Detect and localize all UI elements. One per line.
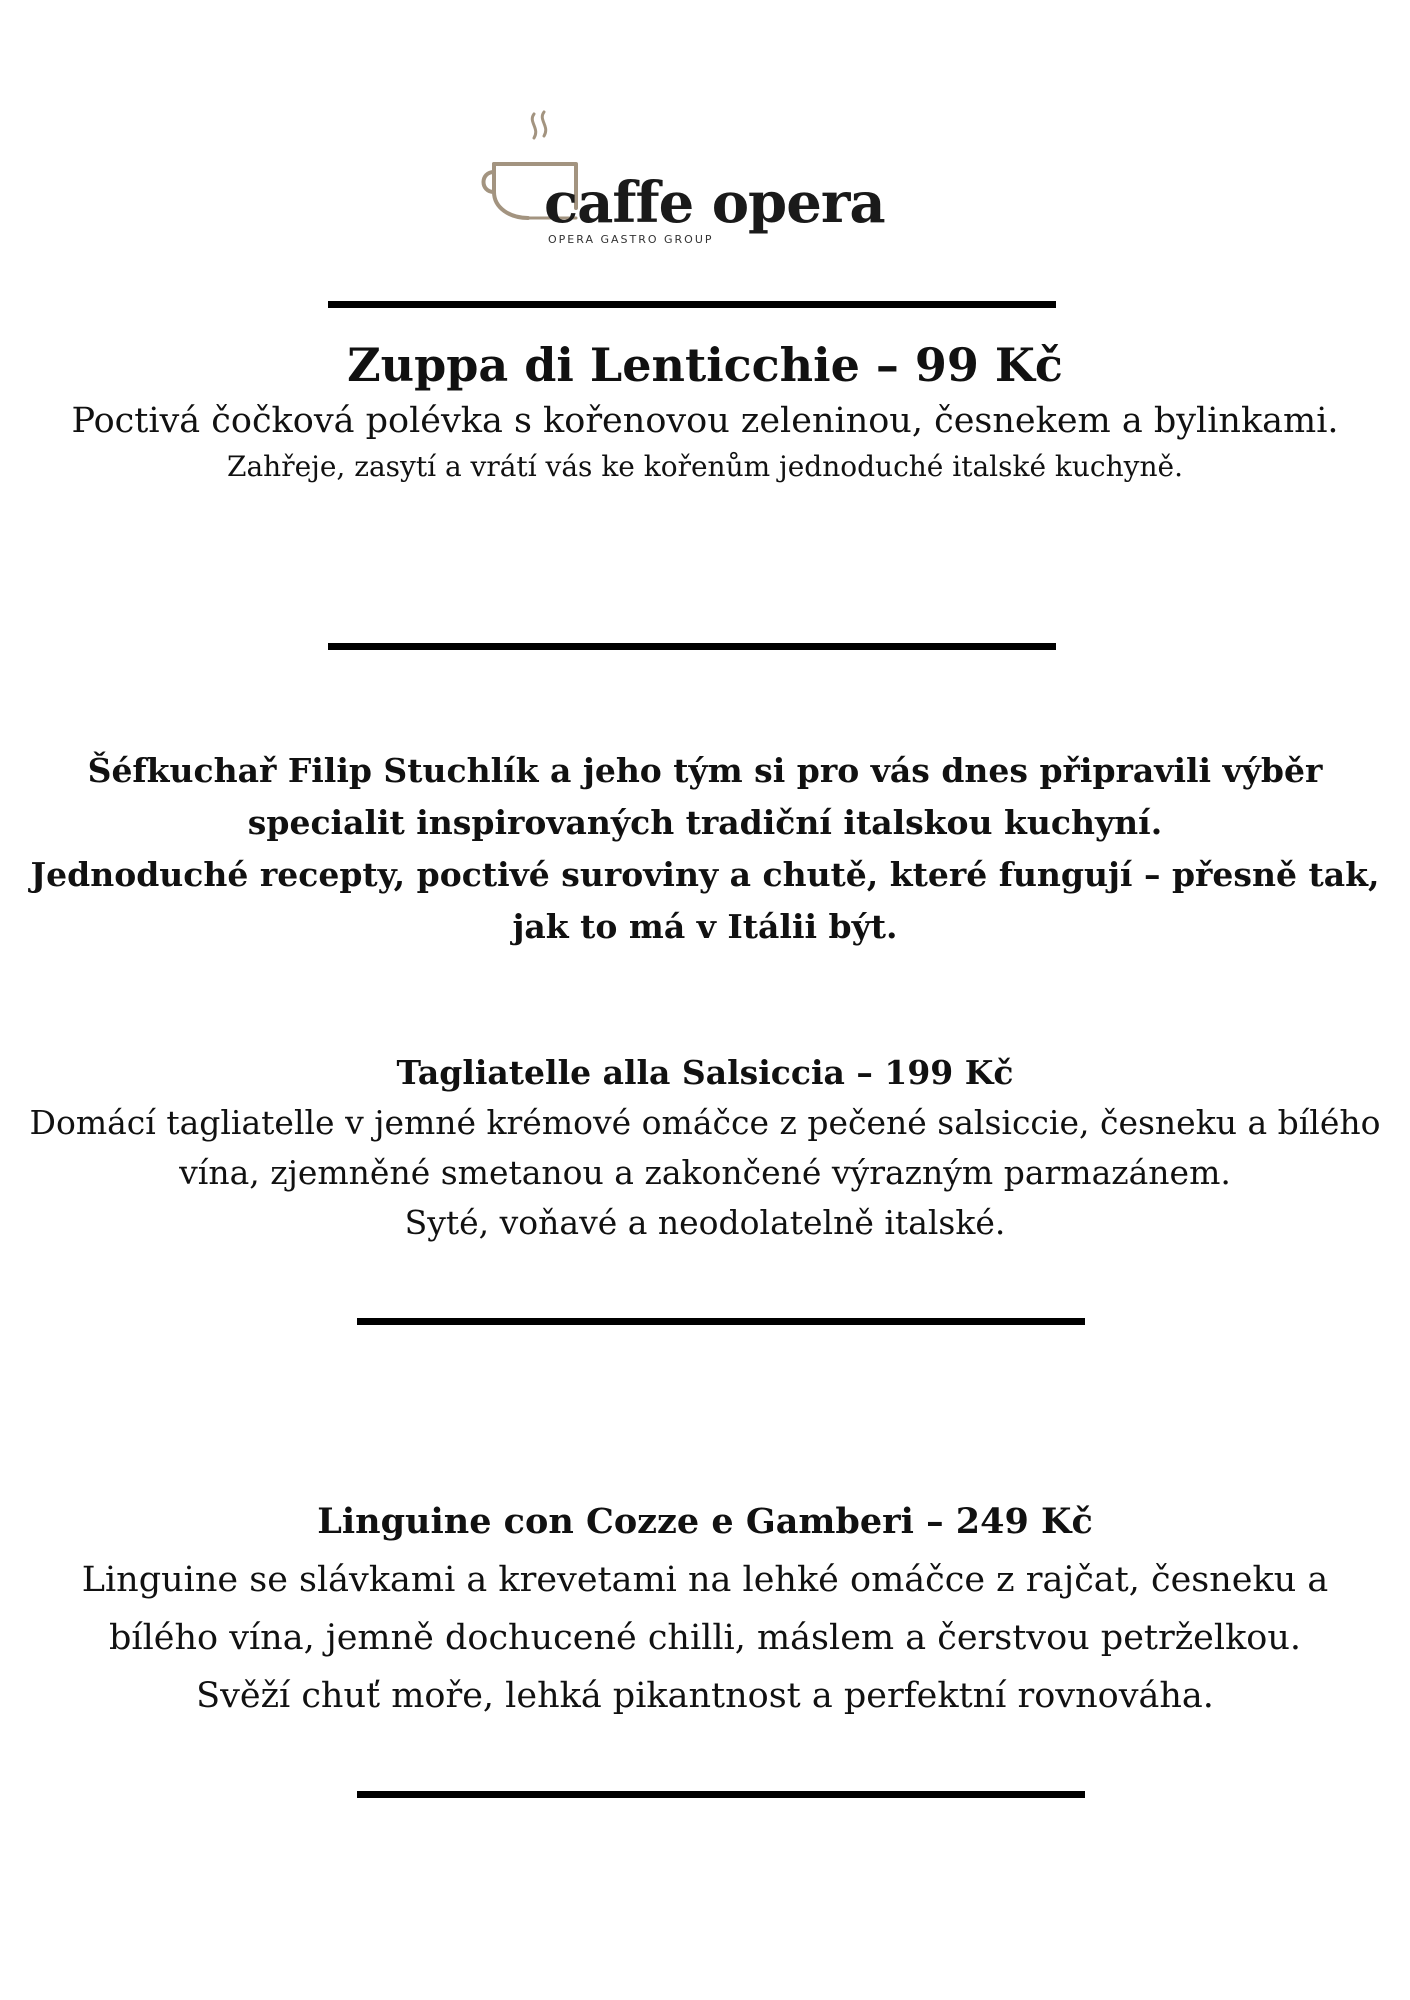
dish-linguine [0, 1493, 1410, 1725]
brand-tagline: OPERA GASTRO GROUP [548, 233, 714, 246]
dish-note: Syté, voňavé a neodolatelně italské. [404, 1203, 1006, 1242]
dish-title: Tagliatelle alla Salsiccia – 199 Kč [396, 1053, 1014, 1092]
intro-line: jak to má v Itálii být. [512, 907, 898, 946]
intro-line: Šéfkuchař Filip Stuchlík a jeho tým si pro vás dnes připravili výběr [87, 751, 1323, 790]
logo [480, 108, 885, 258]
chef-intro [0, 745, 1410, 953]
dish-description: Linguine se slávkami a krevetami na lehké omáčce z rajčat, česneku a [81, 1560, 1329, 1600]
intro-line: specialit inspirovaných tradiční italskou kuchyní. [247, 803, 1163, 842]
dish-description: Domácí tagliatelle v jemné krémové omáčce z pečené salsiccie, česneku a bílého [29, 1103, 1381, 1142]
divider [328, 643, 1056, 650]
divider [328, 301, 1056, 308]
soup-title: Zuppa di Lenticchie – 99 Kč [347, 338, 1063, 392]
dish-note: Svěží chuť moře, lehká pikantnost a perfektní rovnováha. [196, 1676, 1214, 1716]
soup-note: Zahřeje, zasytí a vrátí vás ke kořenům jednoduché italské kuchyně. [227, 450, 1183, 483]
divider [357, 1791, 1085, 1798]
dish-description: vína, zjemněné smetanou a zakončené výrazným parmazánem. [179, 1153, 1231, 1192]
soup-section [0, 334, 1410, 488]
brand-name: caffe opera [544, 170, 885, 236]
divider [357, 1318, 1085, 1325]
dish-title: Linguine con Cozze e Gamberi – 249 Kč [317, 1501, 1093, 1542]
dish-tagliatelle [0, 1048, 1410, 1248]
intro-line: Jednoduché recepty, poctivé suroviny a chutě, které fungují – přesně tak, [30, 855, 1380, 894]
dish-description: bílého vína, jemně dochucené chilli, máslem a čerstvou petrželkou. [108, 1618, 1302, 1658]
soup-description: Poctivá čočková polévka s kořenovou zeleninou, česnekem a bylinkami. [71, 401, 1339, 441]
